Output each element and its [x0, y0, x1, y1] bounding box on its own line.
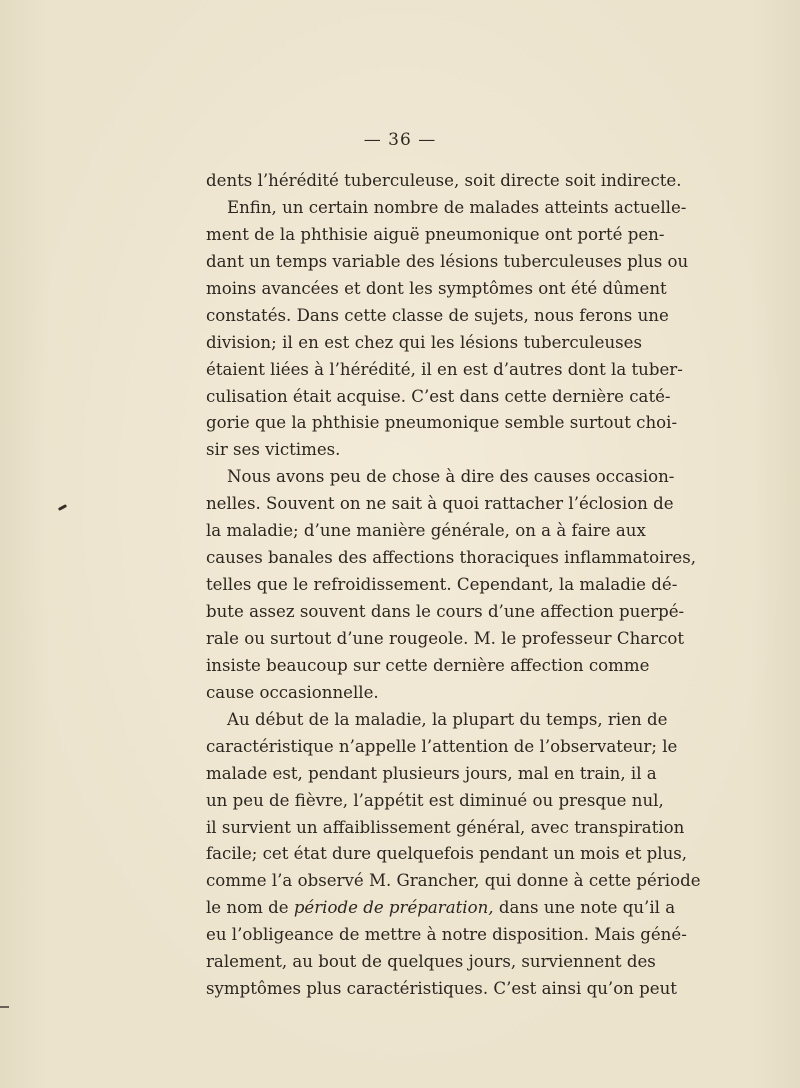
text-line: moins avancées et dont les symptômes ont été dûment: [206, 278, 667, 298]
text-line: cause occasionnelle.: [206, 682, 379, 702]
text-run: dans une note qu’il a: [493, 898, 676, 918]
text-line: nelles. Souvent on ne sait à quoi rattacher l’éclosion de: [206, 494, 674, 514]
text-line: sir ses victimes.: [206, 440, 341, 460]
text-line: Nous avons peu de chose à dire des causes occasion-: [227, 467, 675, 487]
text-line: Au début de la maladie, la plupart du temps, rien de: [227, 709, 668, 729]
text-line: la maladie; d’une manière générale, on a à faire aux: [206, 521, 646, 541]
text-line: bute assez souvent dans le cours d’une affection puerpé-: [206, 602, 685, 621]
text-line-with-emphasis: [206, 895, 676, 922]
text-line: culisation était acquise. C’est dans cette dernière caté-: [206, 386, 671, 406]
text-line: telles que le refroidissement. Cependant, la maladie dé-: [206, 575, 678, 595]
text-line: malade est, pendant plusieurs jours, mal en train, il a: [206, 763, 657, 783]
ink-speck: [0, 1006, 9, 1008]
text-line: gorie que la phthisie pneumonique semble surtout choi-: [206, 413, 678, 433]
text-line: ment de la phthisie aiguë pneumonique ont porté pen-: [206, 224, 665, 244]
text-line: constatés. Dans cette classe de sujets, nous ferons une: [206, 305, 669, 325]
text-line: eu l’obligeance de mettre à notre disposition. Mais géné-: [206, 925, 687, 945]
text-line: insiste beaucoup sur cette dernière affection comme: [206, 655, 650, 675]
text-line: ralement, au bout de quelques jours, surviennent des: [206, 952, 656, 972]
page-number: — 36 —: [363, 130, 437, 150]
text-line: division; il en est chez qui les lésions tuberculeuses: [206, 332, 642, 352]
text-line: caractéristique n’appelle l’attention de l’observateur; le: [206, 736, 678, 756]
text-line: il survient un affaiblissement général, avec transpiration: [206, 817, 685, 837]
text-line: symptômes plus caractéristiques. C’est ainsi qu’on peut: [206, 979, 677, 999]
emphasized-text: période de préparation,: [293, 898, 494, 918]
text-line: dents l’hérédité tuberculeuse, soit directe soit indirecte.: [206, 171, 682, 190]
text-run: le nom de: [206, 898, 294, 918]
body-text: [206, 168, 701, 1003]
text-line: étaient liées à l’hérédité, il en est d’autres dont la tuber-: [206, 359, 683, 379]
text-line: un peu de fièvre, l’appétit est diminué ou presque nul,: [206, 790, 664, 810]
text-line: comme l’a observé M. Grancher, qui donne à cette période: [206, 871, 701, 891]
text-line: Enfin, un certain nombre de malades atteints actuelle-: [227, 197, 687, 217]
text-line: facile; cet état dure quelquefois pendant un mois et plus,: [206, 844, 688, 864]
ink-speck: [58, 504, 67, 511]
text-line: causes banales des affections thoraciques inflammatoires,: [206, 548, 697, 568]
text-line: rale ou surtout d’une rougeole. M. le professeur Charcot: [206, 628, 685, 648]
text-line: dant un temps variable des lésions tuberculeuses plus ou: [206, 251, 689, 271]
